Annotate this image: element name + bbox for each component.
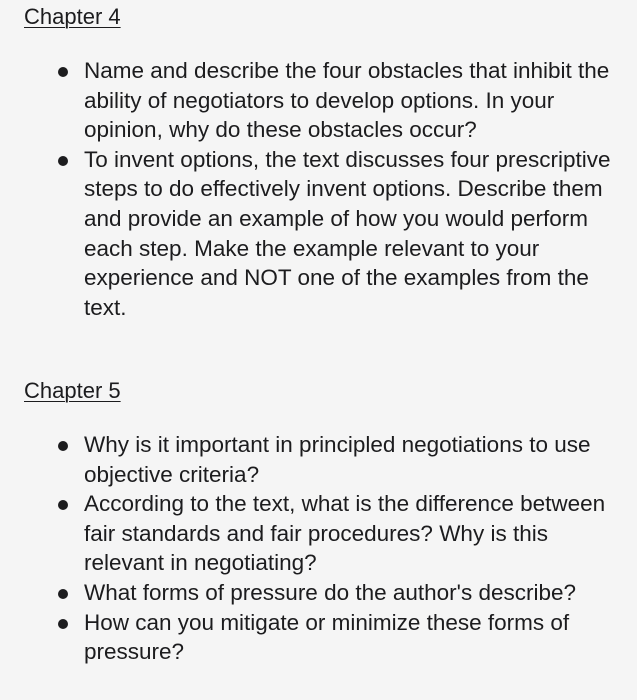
list-item [0,578,637,608]
bullet-icon [58,156,68,166]
question-text: According to the text, what is the difference between fair standards and fair procedures? Why is this relevant in negotiating? [84,491,606,576]
bullet-icon [58,67,68,77]
question-text: To invent options, the text discusses four prescriptive steps to do effectively invent options. Describe them and provide an example of how you would perform each step. Make the example relevant to your experience and NOT one of the examples from the text. [84,146,611,320]
bullet-icon [58,619,68,629]
question-text: Name and describe the four obstacles that inhibit the ability of negotiators to develop options. In your opinion, why do these obstacles occur? [84,58,610,143]
list-item [0,56,637,145]
list-item [0,608,637,667]
chapter-5-heading: Chapter 5 [24,378,121,403]
list-item [0,145,637,323]
chapter-4-question-list [0,56,637,322]
question-text: Why is it important in principled negotiations to use objective criteria? [84,432,591,487]
list-item [0,430,637,489]
list-item [0,489,637,578]
bullet-icon [58,500,68,510]
bullet-icon [58,589,68,599]
chapter-4-heading: Chapter 4 [24,4,121,29]
question-text: What forms of pressure do the author's describe? [84,579,577,605]
bullet-icon [58,441,68,451]
question-text: How can you mitigate or minimize these forms of pressure? [84,609,570,665]
chapter-5-question-list [0,430,637,667]
